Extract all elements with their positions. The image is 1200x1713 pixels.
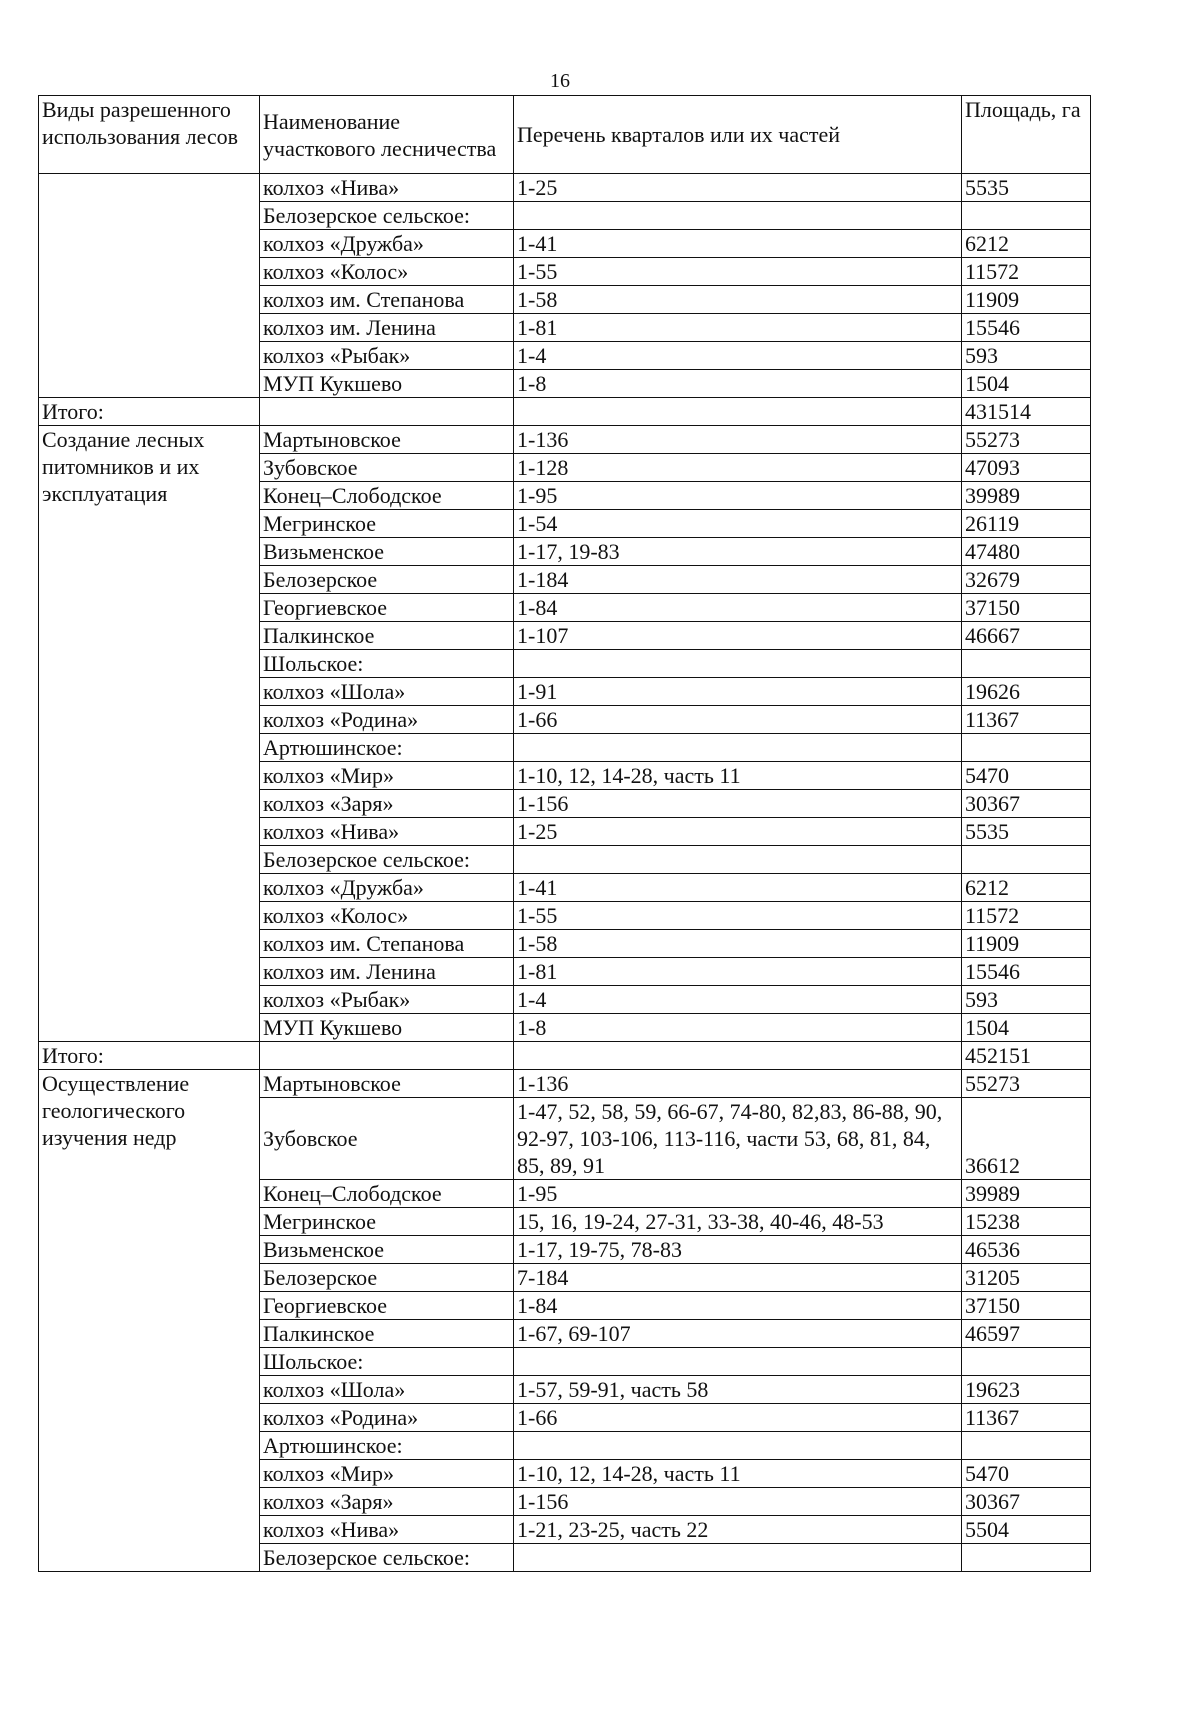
district-cell: колхоз им. Ленина	[260, 314, 514, 342]
quarters-cell	[514, 1348, 962, 1376]
district-cell: колхоз «Шола»	[260, 678, 514, 706]
district-cell: Белозерское сельское:	[260, 202, 514, 230]
district-cell: Визьменское	[260, 538, 514, 566]
area-cell: 5470	[962, 762, 1091, 790]
quarters-cell: 1-58	[514, 930, 962, 958]
quarters-cell: 1-184	[514, 566, 962, 594]
quarters-cell: 1-41	[514, 230, 962, 258]
use-type-cell: Итого:	[39, 1042, 260, 1070]
quarters-cell: 1-58	[514, 286, 962, 314]
area-cell: 5470	[962, 1460, 1091, 1488]
quarters-cell	[514, 1432, 962, 1460]
area-cell	[962, 1432, 1091, 1460]
district-cell: колхоз «Нива»	[260, 1516, 514, 1544]
header-area: Площадь, га	[962, 96, 1091, 174]
district-cell: Белозерское сельское:	[260, 1544, 514, 1572]
table-body	[39, 174, 1091, 1572]
table-row	[39, 1042, 1091, 1070]
area-cell: 47093	[962, 454, 1091, 482]
area-cell: 26119	[962, 510, 1091, 538]
district-cell: Палкинское	[260, 622, 514, 650]
district-cell: Георгиевское	[260, 594, 514, 622]
quarters-cell: 7-184	[514, 1264, 962, 1292]
quarters-cell: 1-67, 69-107	[514, 1320, 962, 1348]
use-type-cell	[39, 174, 260, 398]
quarters-cell	[514, 734, 962, 762]
quarters-cell: 1-136	[514, 1070, 962, 1098]
area-cell: 30367	[962, 1488, 1091, 1516]
quarters-cell	[514, 1544, 962, 1572]
area-cell: 11572	[962, 258, 1091, 286]
quarters-cell	[514, 202, 962, 230]
district-cell	[260, 398, 514, 426]
quarters-cell: 1-66	[514, 706, 962, 734]
area-cell: 593	[962, 342, 1091, 370]
district-cell: Шольское:	[260, 650, 514, 678]
area-cell	[962, 846, 1091, 874]
table-row	[39, 398, 1091, 426]
table-row	[39, 1070, 1091, 1098]
area-cell: 19626	[962, 678, 1091, 706]
use-type-cell: Осуществление геологического изучения недр	[39, 1070, 260, 1572]
district-cell: колхоз «Рыбак»	[260, 986, 514, 1014]
area-cell: 37150	[962, 594, 1091, 622]
area-cell: 11572	[962, 902, 1091, 930]
quarters-cell: 1-136	[514, 426, 962, 454]
district-cell: колхоз «Дружба»	[260, 874, 514, 902]
header-district: Наименование участкового лесничества	[260, 96, 514, 174]
district-cell: Шольское:	[260, 1348, 514, 1376]
area-cell	[962, 1544, 1091, 1572]
quarters-cell: 1-91	[514, 678, 962, 706]
district-cell: Зубовское	[260, 454, 514, 482]
area-cell	[962, 202, 1091, 230]
area-cell: 431514	[962, 398, 1091, 426]
district-cell: колхоз «Родина»	[260, 1404, 514, 1432]
district-cell: колхоз «Шола»	[260, 1376, 514, 1404]
quarters-cell	[514, 846, 962, 874]
area-cell: 37150	[962, 1292, 1091, 1320]
area-cell: 5535	[962, 818, 1091, 846]
area-cell: 39989	[962, 482, 1091, 510]
area-cell: 1504	[962, 1014, 1091, 1042]
district-cell: колхоз им. Степанова	[260, 286, 514, 314]
area-cell: 15238	[962, 1208, 1091, 1236]
quarters-cell: 1-4	[514, 342, 962, 370]
quarters-cell: 1-8	[514, 1014, 962, 1042]
district-cell: колхоз «Заря»	[260, 1488, 514, 1516]
quarters-cell: 1-95	[514, 1180, 962, 1208]
quarters-cell: 1-55	[514, 902, 962, 930]
area-cell: 15546	[962, 314, 1091, 342]
quarters-cell: 1-10, 12, 14-28, часть 11	[514, 762, 962, 790]
quarters-cell: 1-54	[514, 510, 962, 538]
area-cell: 55273	[962, 426, 1091, 454]
area-cell: 46536	[962, 1236, 1091, 1264]
district-cell: Мартыновское	[260, 1070, 514, 1098]
header-quarters: Перечень кварталов или их частей	[514, 96, 962, 174]
area-cell: 11909	[962, 286, 1091, 314]
district-cell: Зубовское	[260, 1098, 514, 1180]
quarters-cell: 1-25	[514, 818, 962, 846]
quarters-cell: 1-81	[514, 958, 962, 986]
area-cell: 39989	[962, 1180, 1091, 1208]
quarters-cell: 1-4	[514, 986, 962, 1014]
area-cell: 15546	[962, 958, 1091, 986]
area-cell: 36612	[962, 1098, 1091, 1180]
quarters-cell: 1-17, 19-83	[514, 538, 962, 566]
district-cell: Белозерское сельское:	[260, 846, 514, 874]
table-row	[39, 174, 1091, 202]
area-cell: 32679	[962, 566, 1091, 594]
district-cell: Артюшинское:	[260, 734, 514, 762]
quarters-cell	[514, 650, 962, 678]
district-cell: Конец–Слободское	[260, 482, 514, 510]
district-cell: колхоз «Мир»	[260, 762, 514, 790]
area-cell: 1504	[962, 370, 1091, 398]
district-cell: Визьменское	[260, 1236, 514, 1264]
area-cell: 55273	[962, 1070, 1091, 1098]
quarters-cell: 1-57, 59-91, часть 58	[514, 1376, 962, 1404]
quarters-cell: 1-47, 52, 58, 59, 66-67, 74-80, 82,83, 86-88, 90, 92-97, 103-106, 113-116, части 53, 68, 81, 84, 85, 89, 91	[514, 1098, 962, 1180]
area-cell: 593	[962, 986, 1091, 1014]
quarters-cell: 1-84	[514, 1292, 962, 1320]
area-cell: 452151	[962, 1042, 1091, 1070]
area-cell: 5535	[962, 174, 1091, 202]
area-cell: 6212	[962, 874, 1091, 902]
district-cell: колхоз «Дружба»	[260, 230, 514, 258]
district-cell: Белозерское	[260, 1264, 514, 1292]
area-cell: 30367	[962, 790, 1091, 818]
area-cell: 19623	[962, 1376, 1091, 1404]
district-cell: Белозерское	[260, 566, 514, 594]
district-cell: колхоз им. Степанова	[260, 930, 514, 958]
area-cell: 46597	[962, 1320, 1091, 1348]
quarters-cell: 1-66	[514, 1404, 962, 1432]
district-cell: колхоз «Родина»	[260, 706, 514, 734]
quarters-cell: 1-25	[514, 174, 962, 202]
district-cell: МУП Кукшево	[260, 370, 514, 398]
quarters-cell: 1-81	[514, 314, 962, 342]
area-cell: 47480	[962, 538, 1091, 566]
district-cell: колхоз «Колос»	[260, 902, 514, 930]
quarters-cell: 1-128	[514, 454, 962, 482]
area-cell: 11367	[962, 1404, 1091, 1432]
quarters-cell: 1-156	[514, 790, 962, 818]
district-cell	[260, 1042, 514, 1070]
quarters-cell: 1-107	[514, 622, 962, 650]
district-cell: Мегринское	[260, 510, 514, 538]
area-cell: 11909	[962, 930, 1091, 958]
table-row	[39, 426, 1091, 454]
district-cell: колхоз «Колос»	[260, 258, 514, 286]
header-use-type: Виды разрешенного использования лесов	[39, 96, 260, 174]
area-cell: 46667	[962, 622, 1091, 650]
quarters-cell: 1-95	[514, 482, 962, 510]
area-cell	[962, 1348, 1091, 1376]
quarters-cell: 1-156	[514, 1488, 962, 1516]
page-number: 16	[550, 70, 570, 92]
area-cell	[962, 650, 1091, 678]
quarters-cell: 1-10, 12, 14-28, часть 11	[514, 1460, 962, 1488]
quarters-cell: 15, 16, 19-24, 27-31, 33-38, 40-46, 48-53	[514, 1208, 962, 1236]
district-cell: колхоз «Нива»	[260, 818, 514, 846]
quarters-cell	[514, 398, 962, 426]
district-cell: МУП Кукшево	[260, 1014, 514, 1042]
area-cell	[962, 734, 1091, 762]
quarters-cell: 1-17, 19-75, 78-83	[514, 1236, 962, 1264]
area-cell: 31205	[962, 1264, 1091, 1292]
district-cell: колхоз «Рыбак»	[260, 342, 514, 370]
area-cell: 6212	[962, 230, 1091, 258]
quarters-cell: 1-21, 23-25, часть 22	[514, 1516, 962, 1544]
use-type-cell: Итого:	[39, 398, 260, 426]
quarters-cell	[514, 1042, 962, 1070]
quarters-cell: 1-8	[514, 370, 962, 398]
district-cell: колхоз «Нива»	[260, 174, 514, 202]
district-cell: Артюшинское:	[260, 1432, 514, 1460]
quarters-cell: 1-84	[514, 594, 962, 622]
table-header	[39, 96, 1091, 174]
district-cell: Мегринское	[260, 1208, 514, 1236]
area-cell: 11367	[962, 706, 1091, 734]
quarters-cell: 1-55	[514, 258, 962, 286]
district-cell: Конец–Слободское	[260, 1180, 514, 1208]
district-cell: Мартыновское	[260, 426, 514, 454]
district-cell: колхоз «Заря»	[260, 790, 514, 818]
use-type-cell: Создание лесных питомников и их эксплуатация	[39, 426, 260, 1042]
quarters-cell: 1-41	[514, 874, 962, 902]
area-cell: 5504	[962, 1516, 1091, 1544]
district-cell: Палкинское	[260, 1320, 514, 1348]
district-cell: Георгиевское	[260, 1292, 514, 1320]
district-cell: колхоз «Мир»	[260, 1460, 514, 1488]
district-cell: колхоз им. Ленина	[260, 958, 514, 986]
forest-use-table	[38, 95, 1091, 1572]
